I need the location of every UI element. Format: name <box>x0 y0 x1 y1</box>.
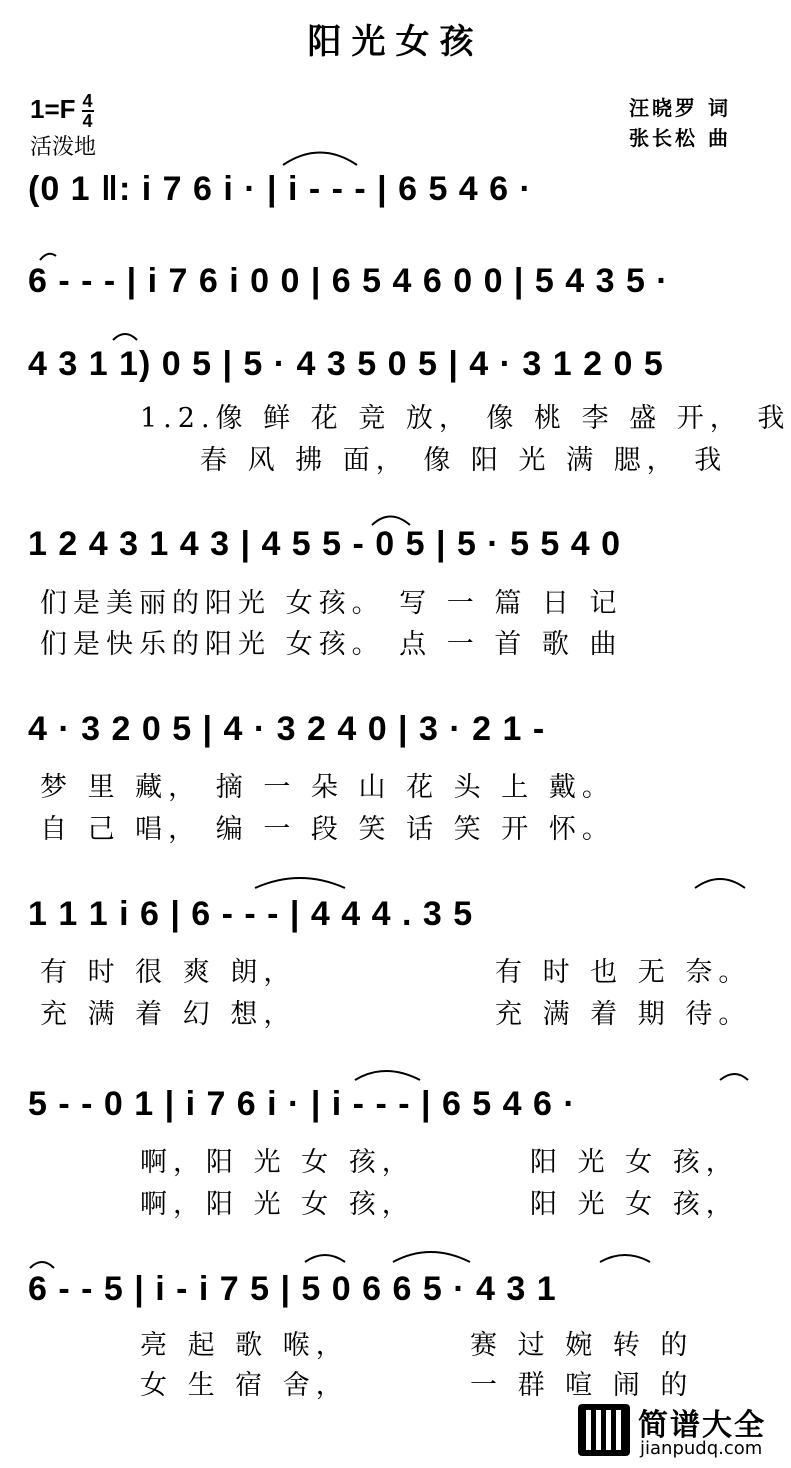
lyric-row-7-verse-2-right: 阳 光 女 孩， <box>530 1189 739 1220</box>
score-row-2: 6 - - - | i 7 6 i 0 0 | 6 5 4 6 0 0 | 5 4 3 5 · <box>28 262 669 300</box>
lyric-row-6-verse-2-right: 充 满 着 期 待。 <box>495 999 752 1030</box>
tempo-marking: 活泼地 <box>30 135 97 160</box>
lyric-row-4-verse-2: 们是快乐的阳光 女孩。 点 一 首 歌 曲 <box>40 629 623 660</box>
lyric-row-6-verse-1-right: 有 时 也 无 奈。 <box>495 957 752 988</box>
key-text: 1=F <box>30 93 76 124</box>
lyric-row-4-verse-1: 们是美丽的阳光 女孩。 写 一 篇 日 记 <box>40 588 623 619</box>
lyric-row-7-verse-1: 啊，阳 光 女 孩， <box>140 1147 415 1178</box>
score-row-3: 4 3 1 1) 0 5 | 5 · 4 3 5 0 5 | 4 · 3 1 2 0 5 <box>28 345 664 383</box>
score-row-8: 6 - - 5 | i - i 7 5 | 5 0 6 6 5 · 4 3 1 <box>28 1270 557 1308</box>
lyricist-credit: 汪晓罗 词 <box>629 96 731 120</box>
lyric-row-7-verse-1-right: 阳 光 女 孩， <box>530 1147 739 1178</box>
lyric-row-3-verse-2: 春 风 拂 面， 像 阳 光 满 腮， 我 <box>200 445 728 476</box>
lyric-row-5-verse-2: 自 己 唱， 编 一 段 笑 话 笑 开 怀。 <box>40 814 615 845</box>
lyric-row-8-verse-1: 亮 起 歌 喉， <box>140 1330 349 1361</box>
logo-url: jianpudq.com <box>640 1438 763 1459</box>
score-row-1: (0 1 ‖: i 7 6 i · | i - - - | 6 5 4 6 · <box>28 170 532 208</box>
composer-credit: 张长松 曲 <box>629 126 731 150</box>
page-title: 阳光女孩 <box>307 22 484 62</box>
lyric-row-8-verse-2-right: 一 群 喧 闹 的 <box>470 1370 694 1401</box>
score-row-6: 1 1 1 i 6 | 6 - - - | 4 4 4 . 3 5 <box>28 895 474 933</box>
lyric-row-6-verse-2: 充 满 着 幻 想， <box>40 999 297 1030</box>
site-logo <box>578 1400 783 1462</box>
time-signature-bottom: 4 <box>82 111 93 131</box>
time-signature-top: 4 <box>82 91 93 111</box>
score-row-4: 1 2 4 3 1 4 3 | 4 5 5 - 0 5 | 5 · 5 5 4 0 <box>28 525 622 563</box>
lyric-row-8-verse-1-right: 赛 过 婉 转 的 <box>470 1330 694 1361</box>
lyric-row-6-verse-1: 有 时 很 爽 朗， <box>40 957 297 988</box>
lyric-row-5-verse-1: 梦 里 藏， 摘 一 朵 山 花 头 上 戴。 <box>40 772 615 803</box>
lyric-row-8-verse-2: 女 生 宿 舍， <box>140 1370 349 1401</box>
piano-icon <box>578 1404 630 1456</box>
logo-name: 简谱大全 <box>638 1408 766 1443</box>
score-row-5: 4 · 3 2 0 5 | 4 · 3 2 4 0 | 3 · 2 1 - <box>28 710 546 748</box>
score-row-7: 5 - - 0 1 | i 7 6 i · | i - - - | 6 5 4 6 · <box>28 1085 576 1123</box>
lyric-row-3-verse-1: 1.2.像 鲜 花 竞 放， 像 桃 李 盛 开， 我 <box>140 403 791 434</box>
lyric-row-7-verse-2: 啊，阳 光 女 孩， <box>140 1189 415 1220</box>
